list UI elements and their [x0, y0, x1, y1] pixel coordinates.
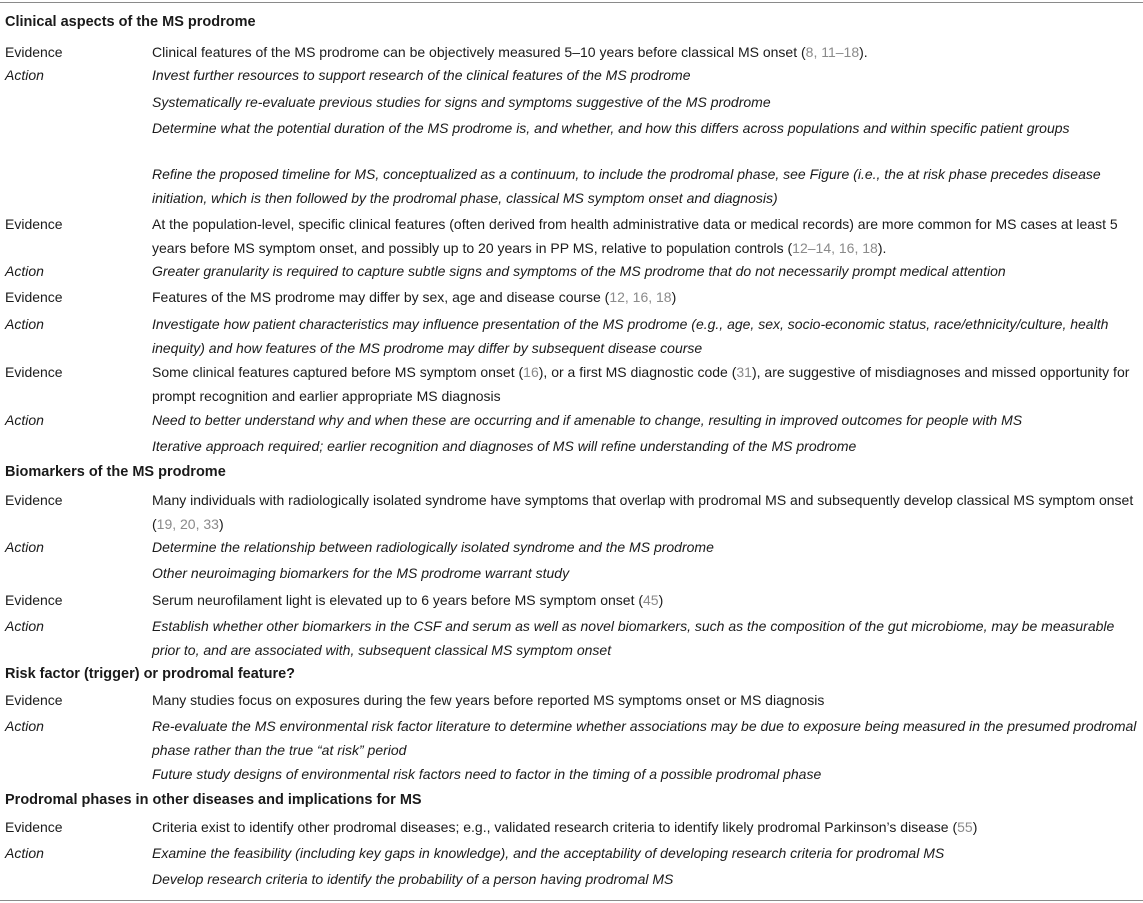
table-top-rule	[0, 2, 1143, 3]
citation-ref[interactable]: 19, 20, 33	[156, 516, 219, 532]
citation-ref[interactable]: 55	[957, 819, 973, 835]
section-heading: Biomarkers of the MS prodrome	[5, 464, 226, 480]
action-text: Greater granularity is required to capture subtle signs and symptoms of the MS prodrome that do not necessarily prompt medical attention	[152, 263, 1006, 279]
evidence-text: Many individuals with radiologically isolated syndrome have symptoms that overlap with prodromal MS and subsequently develop classical MS symptom onset (19, 20, 33)	[152, 492, 1134, 532]
action-text: Iterative approach required; earlier recognition and diagnoses of MS will refine understanding of the MS prodrome	[152, 438, 857, 454]
evidence-label: Evidence	[5, 492, 63, 508]
evidence-text: Clinical features of the MS prodrome can be objectively measured 5–10 years before classical MS onset (8, 11–18).	[152, 44, 868, 60]
action-label: Action	[5, 412, 44, 428]
evidence-label: Evidence	[5, 216, 63, 232]
evidence-label: Evidence	[5, 44, 63, 60]
evidence-text: Some clinical features captured before MS symptom onset (16), or a first MS diagnostic code (31), are suggestive of misdiagnoses and missed opportunity for prompt recognition and earlier appropriate MS diagnosis	[152, 364, 1130, 404]
evidence-label: Evidence	[5, 692, 63, 708]
action-text: Need to better understand why and when these are occurring and if amenable to change, resulting in improved outcomes for people with MS	[152, 412, 1023, 428]
table-bottom-rule	[0, 900, 1143, 901]
section-heading: Clinical aspects of the MS prodrome	[5, 14, 256, 30]
section-heading: Prodromal phases in other diseases and implications for MS	[5, 792, 422, 808]
action-label: Action	[5, 263, 44, 279]
evidence-text: Many studies focus on exposures during the few years before reported MS symptoms onset or MS diagnosis	[152, 692, 825, 708]
action-label: Action	[5, 845, 44, 861]
evidence-text: Serum neurofilament light is elevated up to 6 years before MS symptom onset (45)	[152, 592, 664, 608]
citation-ref[interactable]: 45	[643, 592, 659, 608]
action-label: Action	[5, 539, 44, 555]
evidence-label: Evidence	[5, 289, 63, 305]
action-text: Future study designs of environmental risk factors need to factor in the timing of a possible prodromal phase	[152, 766, 822, 782]
action-text: Refine the proposed timeline for MS, conceptualized as a continuum, to include the prodromal phase, see Figure (i.e., the at risk phase precedes disease initiation, which is then followed by the prodromal phase, classical MS symptom onset and diagnosis)	[152, 166, 1101, 206]
section-heading: Risk factor (trigger) or prodromal feature?	[5, 666, 296, 682]
action-text: Other neuroimaging biomarkers for the MS prodrome warrant study	[152, 565, 570, 581]
action-label: Action	[5, 618, 44, 634]
evidence-label: Evidence	[5, 819, 63, 835]
evidence-label: Evidence	[5, 592, 63, 608]
citation-ref[interactable]: 31	[736, 364, 752, 380]
evidence-label: Evidence	[5, 364, 63, 380]
action-text: Examine the feasibility (including key gaps in knowledge), and the acceptability of developing research criteria for prodromal MS	[152, 845, 945, 861]
action-text: Determine the relationship between radiologically isolated syndrome and the MS prodrome	[152, 539, 714, 555]
action-text: Invest further resources to support research of the clinical features of the MS prodrome	[152, 67, 691, 83]
action-text: Establish whether other biomarkers in the CSF and serum as well as novel biomarkers, such as the composition of the gut microbiome, may be measurable prior to, and are associated with, subsequent classical MS symptom onset	[152, 618, 1115, 658]
action-text: Re-evaluate the MS environmental risk factor literature to determine whether associations may be due to exposure being measured in the presumed prodromal phase rather than the true “at risk” period	[152, 718, 1137, 758]
evidence-text: Criteria exist to identify other prodromal diseases; e.g., validated research criteria to identify likely prodromal Parkinson’s disease (55)	[152, 819, 978, 835]
action-text: Systematically re-evaluate previous studies for signs and symptoms suggestive of the MS prodrome	[152, 94, 771, 110]
action-label: Action	[5, 316, 44, 332]
action-text: Investigate how patient characteristics may influence presentation of the MS prodrome (e.g., age, sex, socio-economic status, race/ethnicity/culture, health inequity) and how features of the MS prodrome may differ by subsequent disease course	[152, 316, 1109, 356]
action-text: Develop research criteria to identify the probability of a person having prodromal MS	[152, 871, 674, 887]
action-label: Action	[5, 67, 44, 83]
citation-ref[interactable]: 12, 16, 18	[609, 289, 672, 305]
citation-ref[interactable]: 16	[523, 364, 539, 380]
evidence-text: Features of the MS prodrome may differ by sex, age and disease course (12, 16, 18)	[152, 289, 677, 305]
citation-ref[interactable]: 8, 11–18	[805, 44, 860, 60]
evidence-text: At the population-level, specific clinical features (often derived from health administrative data or medical records) are more common for MS cases at least 5 years before MS symptom onset, and possibly up to 20 years in PP MS, relative to population controls (12–14, 16, 18).	[152, 216, 1118, 256]
citation-ref[interactable]: 12–14, 16, 18	[792, 240, 878, 256]
action-text: Determine what the potential duration of the MS prodrome is, and whether, and how this differs across populations and within specific patient groups	[152, 120, 1070, 136]
action-label: Action	[5, 718, 44, 734]
